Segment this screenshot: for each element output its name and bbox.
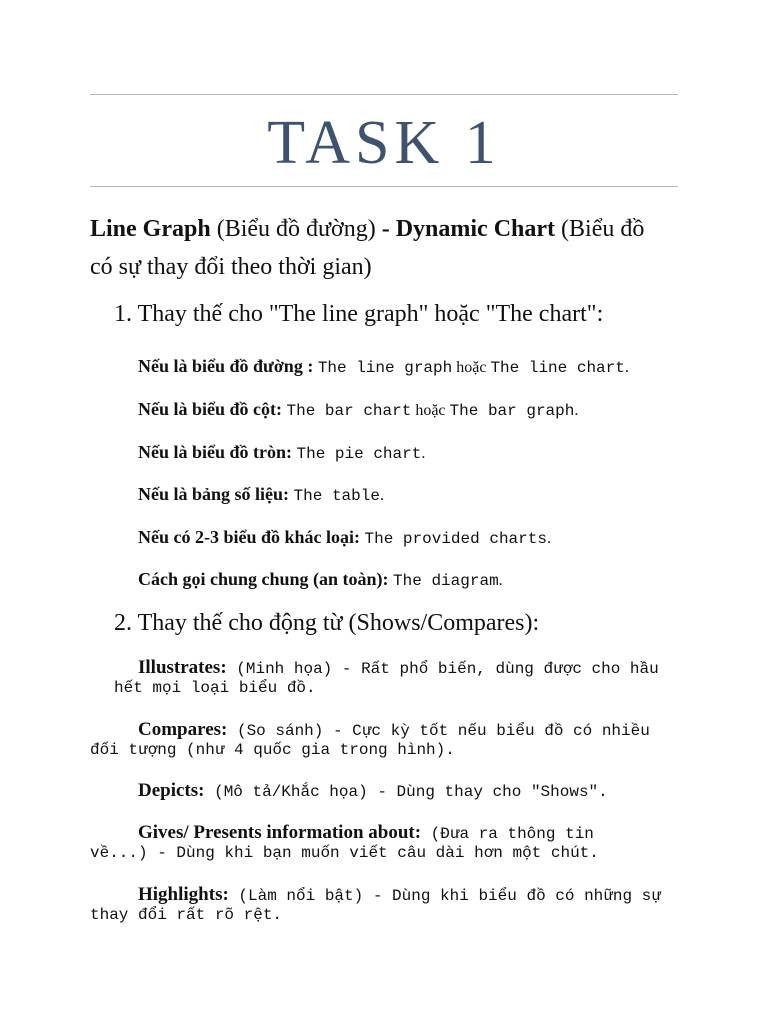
item-end: . <box>379 487 384 504</box>
page-title: TASK 1 <box>267 109 501 177</box>
item-joiner: hoặc <box>411 402 450 419</box>
intro-paragraph <box>90 210 678 286</box>
verb-label: Highlights: <box>138 884 229 905</box>
verb-description: (Làm nổi bật) - Dùng khi biểu đồ có những sự <box>228 887 661 905</box>
item-label: Nếu có 2-3 biểu đồ khác loại: <box>138 527 365 547</box>
verb-label: Gives/ Presents information about: <box>138 822 422 843</box>
verb-item-highlights <box>90 885 678 925</box>
section1-heading: 1. Thay thế cho "The line graph" hoặc "The chart": <box>114 301 604 327</box>
title-top-rule <box>90 94 678 95</box>
item-value: The diagram <box>393 572 499 590</box>
list-item <box>138 397 678 423</box>
item-value-alt: The line chart <box>490 359 625 377</box>
verb-description-cont: thay đổi rất rõ rệt. <box>90 906 283 924</box>
item-end: . <box>421 445 426 462</box>
verb-item-compares <box>90 720 678 760</box>
verb-label: Illustrates: <box>138 657 227 678</box>
verb-description-cont: đối tượng (như 4 quốc gia trong hình). <box>90 741 455 759</box>
item-value-alt: The bar graph <box>449 402 575 420</box>
verb-item-illustrates <box>90 658 678 698</box>
item-value: The pie chart <box>296 445 422 463</box>
verb-description-cont: về...) - Dùng khi bạn muốn viết câu dài hơn một chút. <box>90 844 599 862</box>
verb-label: Compares: <box>138 719 228 740</box>
verb-item-depicts <box>90 781 678 802</box>
item-value: The bar chart <box>286 402 412 420</box>
intro-dash: - <box>381 216 396 242</box>
verb-description-cont: hết mọi loại biểu đồ. <box>114 679 316 697</box>
list-item <box>138 482 678 508</box>
verb-label: Depicts: <box>138 780 205 801</box>
intro-term-dynamic-chart: Dynamic Chart <box>395 216 556 242</box>
verb-description: (Minh họa) - Rất phổ biến, dùng được cho hầu <box>226 660 659 678</box>
intro-gloss-continued: có sự thay đổi theo thời gian) <box>90 254 372 280</box>
verb-description: (So sánh) - Cực kỳ tốt nếu biểu đồ có nhiều <box>227 722 650 740</box>
section2-heading: 2. Thay thế cho động từ (Shows/Compares): <box>114 610 540 636</box>
intro-term-line-graph: Line Graph <box>90 216 211 242</box>
verb-description: (Đưa ra thông tin <box>421 825 594 843</box>
item-end: . <box>574 402 579 419</box>
item-label: Nếu là biểu đồ tròn: <box>138 442 297 462</box>
item-value: The table <box>293 487 380 505</box>
item-joiner: hoặc <box>452 359 491 376</box>
title-bottom-rule <box>90 186 678 187</box>
list-item <box>138 440 678 466</box>
intro-gloss-line-graph: (Biểu đồ đường) <box>210 216 382 242</box>
list-item <box>138 567 678 593</box>
verb-item-presents <box>90 823 678 863</box>
item-end: . <box>624 359 629 376</box>
list-item <box>138 354 678 380</box>
intro-gloss-dynamic-chart: (Biểu đồ <box>555 216 645 242</box>
verb-description: (Mô tả/Khắc họa) - Dùng thay cho "Shows". <box>204 783 608 801</box>
list-item <box>138 525 678 551</box>
item-end: . <box>546 530 551 547</box>
item-label: Nếu là biểu đồ đường : <box>138 356 318 376</box>
item-end: . <box>498 572 503 589</box>
item-label: Nếu là bảng số liệu: <box>138 484 294 504</box>
item-value: The line graph <box>317 359 453 377</box>
item-value: The provided charts <box>364 530 547 548</box>
item-label: Cách gọi chung chung (an toàn): <box>138 569 394 589</box>
item-label: Nếu là biểu đồ cột: <box>138 399 287 419</box>
